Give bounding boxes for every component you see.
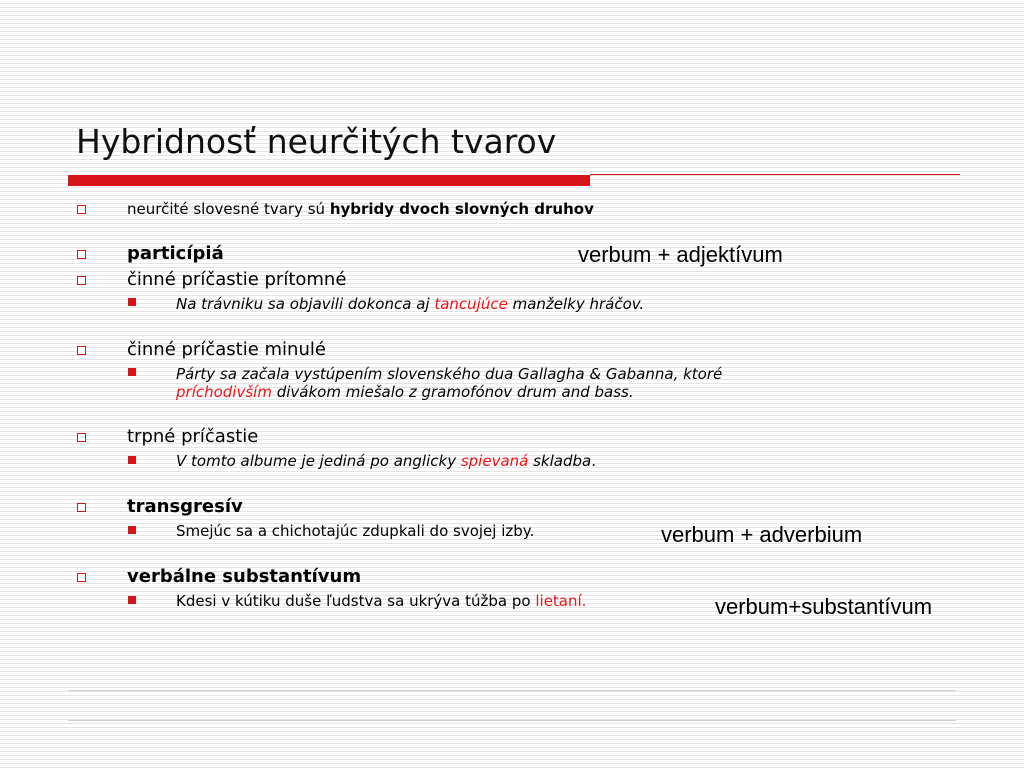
- example-party-line1: Párty sa začala vystúpením slovenského dua Gallagha & Gabanna, ktoré: [176, 365, 723, 383]
- bullet-intro: [127, 200, 594, 218]
- example-text: Na trávniku sa objavili dokonca aj: [176, 295, 435, 313]
- title-underline-thick: [68, 175, 590, 186]
- bullet-square-outline-icon: [77, 276, 86, 285]
- example-text: skladba: [528, 452, 592, 470]
- title-underline-thin: [590, 174, 960, 175]
- sub-bullet-square-icon: [128, 526, 136, 534]
- bullet-square-outline-icon: [77, 503, 86, 512]
- sub-bullet-square-icon: [128, 456, 136, 464]
- footer-divider: [68, 690, 956, 691]
- note-verbum-adverbium: verbum + adverbium: [661, 522, 863, 547]
- example-text: manželky hráčov.: [507, 295, 645, 313]
- bullet-cinne-pritomne: činné príčastie prítomné: [127, 269, 347, 290]
- example-text: divákom miešalo z gramofónov drum and bass.: [271, 383, 634, 401]
- bullet-cinne-minule: činné príčastie minulé: [127, 339, 326, 360]
- bullet-square-outline-icon: [77, 573, 86, 582]
- bullet-square-outline-icon: [77, 205, 86, 214]
- bullet-square-outline-icon: [77, 433, 86, 442]
- note-verbum-adjektivum: verbum + adjektívum: [578, 242, 783, 267]
- bullet-participia: particípiá: [127, 243, 224, 264]
- example-text: V tomto albume je jediná po anglicky: [176, 452, 461, 470]
- example-party-line2: [176, 383, 634, 401]
- bullet-intro-text: neurčité slovesné tvary sú: [127, 200, 330, 218]
- example-tancujuce: [176, 295, 644, 313]
- example-smejuc: Smejúc sa a chichotajúc zdupkali do svojej izby.: [176, 522, 535, 540]
- example-highlight: tancujúce: [434, 295, 508, 313]
- sub-bullet-square-icon: [128, 596, 136, 604]
- sub-bullet-square-icon: [128, 298, 136, 306]
- bullet-verbalne-substantivum: verbálne substantívum: [127, 566, 362, 587]
- bullet-transgresiv: transgresív: [127, 496, 243, 517]
- bullet-square-outline-icon: [77, 346, 86, 355]
- example-spievana: [176, 452, 596, 470]
- bullet-square-outline-icon: [77, 250, 86, 259]
- example-lietani: [176, 592, 586, 610]
- example-period: .: [591, 452, 596, 470]
- example-text: Kdesi v kútiku duše ľudstva sa ukrýva túžba po: [176, 592, 536, 610]
- note-verbum-substantivum: verbum+substantívum: [715, 594, 933, 619]
- example-highlight: príchodivším: [176, 383, 272, 401]
- bullet-intro-bold: hybridy dvoch slovných druhov: [329, 200, 594, 218]
- example-highlight: spievaná: [460, 452, 529, 470]
- example-highlight: lietaní.: [535, 592, 587, 610]
- slide-title: Hybridnosť neurčitých tvarov: [76, 122, 557, 161]
- bullet-trpne: trpné príčastie: [127, 426, 259, 447]
- sub-bullet-square-icon: [128, 368, 136, 376]
- footer-divider-lower: [68, 720, 956, 721]
